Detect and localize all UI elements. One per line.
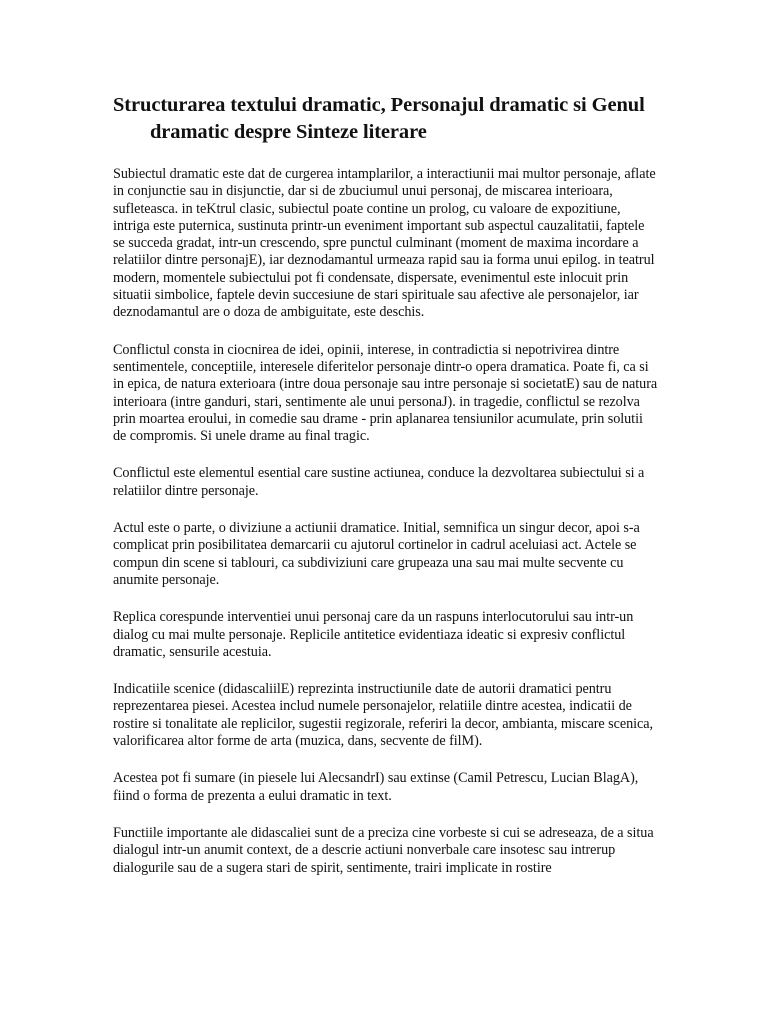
paragraph-subiectul: Subiectul dramatic este dat de curgerea intamplarilor, a interactiunii mai multor personaje, aflate in conjunctie sau in disjunctie, dar si de zbuciumul unui personaj, de miscarea interioara, sufleteasca. in teKtrul clasic, subiectul poate contine un prolog, cu valoare de expozitiune, intriga este puternica, sustinuta printr-un eveniment important sub aspectul cauzalitatii, faptele se succeda gradat, intr-un crescendo, spre punctul culminant (moment de maxima incordare a relatiilor dintre personajE), iar deznodamantul urmeaza rapid sau ia forma unui epilog. in teatrul modern, momentele subiectului pot fi condensate, dispersate, evenimentul este inlocuit prin situatii simbolice, faptele devin succesiune de stari spirituale sau afective ale personajelor, iar deznodamantul are o doza de ambiguitate, este deschis. bbox=[113, 166, 656, 321]
document-title: Structurarea textului dramatic, Personajul dramatic si Genul dramatic despre Sinteze literare bbox=[113, 94, 645, 143]
paragraph-actul: Actul este o parte, o diviziune a actiunii dramatice. Initial, semnifica un singur decor, apoi s-a complicat prin posibilitatea demarcarii cu ajutorul cortinelor in cadrul aceluiasi act. Actele se compun din scene si tablouri, ca subdiviziuni care grupeaza una sau mai multe secvente cu anumite personaje. bbox=[113, 520, 640, 588]
paragraph-acestea: Acestea pot fi sumare (in piesele lui AlecsandrI) sau extinse (Camil Petrescu, Lucian BlagA), fiind o forma de prezenta a eului dramatic in text. bbox=[113, 770, 639, 804]
paragraph-conflictul: Conflictul consta in ciocnirea de idei, opinii, interese, in contradictia si nepotrivirea dintre sentimentele, conceptiile, interesele diferitelor personaje dintr-o opera dramatica. Poate fi, ca si in epica, de natura exterioara (intre doua personaje sau intre personaje si societatE) sau de natura interioara (intre ganduri, stari, sentimente ale unui personaJ). in tragedie, conflictul se rezolva prin moartea eroului, in comedie sau drame - prin aplanarea tensiunilor acumulate, prin solutii de compromis. Si unele drame au final tragic. bbox=[113, 341, 658, 445]
paragraph-conflictul-esential: Conflictul este elementul esential care sustine actiunea, conduce la dezvoltarea subiectului si a relatiilor dintre personaje. bbox=[113, 465, 645, 499]
document-page bbox=[113, 92, 658, 897]
paragraph-functiile: Functiile importante ale didascaliei sunt de a preciza cine vorbeste si cui se adreseaza, de a situa dialogul intr-un anumit context, de a descrie actiuni nonverbale care insotesc sau intrerup dialogurile sau de a sugera stari de spirit, sentimente, trairi implicate in rostire bbox=[113, 824, 654, 876]
paragraph-indicatiile-scenice: Indicatiile scenice (didascaliilE) reprezinta instructiunile date de autorii dramatici pentru reprezentarea piesei. Acestea includ numele personajelor, relatiile dintre acestea, indicatii de rostire si tonalitate ale replicilor, sugestii regizorale, referiri la decor, ambianta, miscare scenica, valorificarea altor forme de arta (muzica, dans, secvente de filM). bbox=[113, 681, 654, 750]
paragraph-replica: Replica corespunde interventiei unui personaj care da un raspuns interlocutorului sau intr-un dialog cu mai multe personaje. Replicile antitetice evidentiaza ideatic si expresiv conflictul dramatic, sensurile acestuia. bbox=[113, 609, 634, 660]
